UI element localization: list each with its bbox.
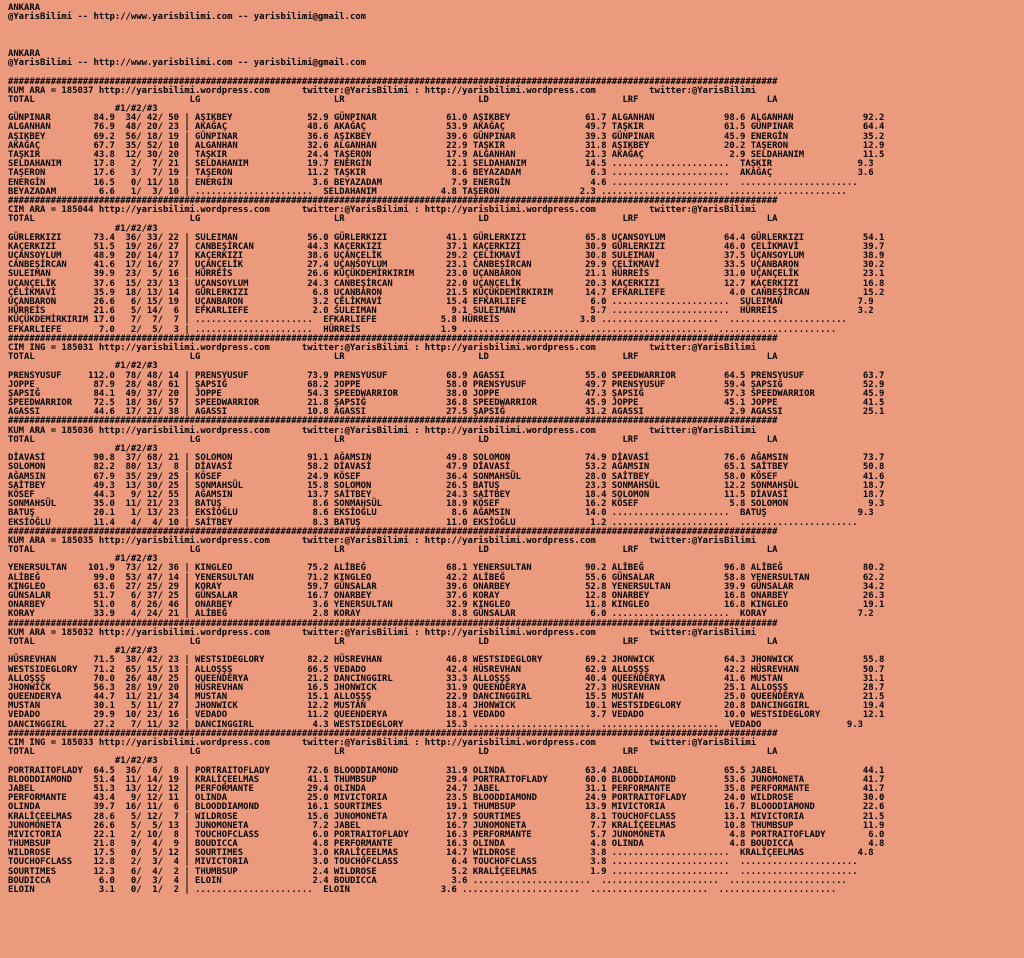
report-line: KRALİÇEELMAS 28.6 5/ 12/ 7 | WILDROSE 15.6 JUNOMONETA 17.9 SOURTIMES 8.1 TOUCHOFCLASS 13.1 MIVICTORIA 21.5 (8, 811, 885, 822)
separator-line: ################################################################################################################################################ (8, 416, 778, 427)
report-line: TOTAL LG LR LD LRF LA (8, 434, 778, 445)
report-line: ONARBEY 51.0 8/ 26/ 46 | ONARBEY 3.6 YENERSULTAN 32.9 KINGLEO 11.8 KINGLEO 16.8 KINGLEO 19.1 (8, 600, 885, 611)
report-line: ANKARA (8, 3, 41, 13)
report-line: @YarisBilimi -- http://www.yarisbilimi.com -- yarisbilimi@gmail.com (8, 58, 366, 69)
report-line: TOTAL LG LR LD LRF LA (8, 747, 778, 758)
race-report-text (8, 4, 884, 895)
report-line: JUNOMONETA 26.6 5/ 5/ 13 | JUNOMONETA 7.2 JABEL 16.7 JUNOMONETA 7.7 KRALİÇEELMAS 10.8 THUMBSUP 11.9 (8, 820, 885, 831)
report-line: PORTRAITOFLADY 64.5 36/ 6/ 8 | PORTRAITOFLADY 72.6 BLOODDIAMOND 31.9 OLINDA 63.4 JABEL 65.5 JABEL 44.1 (8, 765, 885, 776)
report-line: CIM ING = 185031 http://yarisbilimi.wordpress.com twitter:@YarisBilimi : http://yarisbilimi.wordpress.com twitter:@YarisBilimi (8, 342, 757, 353)
report-line (8, 32, 884, 41)
report-line: SELDAHANIM 17.8 2/ 7/ 21 | SELDAHANIM 19.7 ENERGİN 12.1 SELDAHANIM 14.5 ...................... TAŞKIR 9.3 (8, 159, 874, 170)
report-line: KUM ARA = 185035 http://yarisbilimi.wordpress.com twitter:@YarisBilimi : http://yarisbilimi.wordpress.com twitter:@YarisBilimi (8, 535, 757, 546)
report-line: KAÇERKIZI 51.5 19/ 26/ 27 | CANBEŞİRCAN 44.3 KAÇERKIZI 37.1 KAÇERKIZI 30.9 GÜRLERKIZI 46.0 ÇELİKMAVİ 39.7 (8, 241, 885, 252)
report-line: TAŞKIR 43.8 12/ 30/ 20 | TAŞKIR 24.4 TAŞERON 17.9 ALGANHAN 21.3 AKAĞAÇ 2.9 SELDAHANIM 11.5 (8, 150, 885, 160)
report-line: VEDADO 29.9 10/ 23/ 16 | VEDADO 11.2 QUEENDERYA 18.1 VEDADO 3.7 VEDADO 10.0 WESTSIDEGLORY 12.1 (8, 710, 885, 721)
report-line (8, 41, 884, 50)
report-line: EFKARLIEFE 7.0 2/ 5/ 3 | ...................... HÜRREİS 1.9 ...................... ...................... ...................... (8, 324, 837, 335)
report-line: CIM ARA = 185044 http://yarisbilimi.wordpress.com twitter:@YarisBilimi : http://yarisbilimi.wordpress.com twitter:@YarisBilimi (8, 205, 757, 216)
report-line: PERFORMANTE 43.4 9/ 12/ 11 | OLINDA 25.0 MIVICTORIA 23.5 BLOODDIAMOND 24.9 PORTRAITOFLADY 24.0 WILDROSE 30.0 (8, 793, 885, 804)
report-line: TOUCHOFCLASS 12.8 2/ 3/ 4 | MIVICTORIA 3.0 TOUCHOFCLASS 6.4 TOUCHOFCLASS 3.8 ...................... ...................... (8, 857, 858, 868)
report-line: KUM ARA = 185036 http://yarisbilimi.wordpress.com twitter:@YarisBilimi : http://yarisbilimi.wordpress.com twitter:@YarisBilimi (8, 425, 757, 436)
report-line: GÜNSALAR 51.7 6/ 37/ 25 | GÜNSALAR 16.7 ONARBEY 37.6 KORAY 12.8 ONARBEY 16.8 ONARBEY 26.3 (8, 591, 885, 601)
report-line: BEYAZADAM 6.6 1/ 3/ 10 | ...................... SELDAHANIM 4.8 TAŞERON 2.3 ...................... ...................... (8, 186, 847, 197)
report-line: SULEIMAN 39.9 23/ 5/ 16 | HÜRREİS 26.6 KÜÇÜKDEMİRKIRIM 23.0 UÇANBARON 21.1 HÜRREİS 31.0 UÇANÇELİK 23.1 (8, 269, 885, 280)
report-line: TOTAL LG LR LD LRF LA (8, 352, 778, 363)
report-line: JOPPE 87.9 28/ 48/ 61 | ŞAPSIĞ 68.2 JOPPE 58.0 PRENSYUSUF 49.7 PRENSYUSUF 59.4 ŞAPSIĞ 52.9 (8, 379, 885, 390)
separator-line: ################################################################################################################################################ (8, 526, 778, 537)
report-line: KÜÇÜKDEMİRKIRIM 17.0 7/ 7/ 7 | ...................... EFKARLIEFE 5.8 HÜRREİS 3.8 ...................... ...................... (8, 315, 847, 326)
report-line: JABEL 51.3 13/ 12/ 12 | PERFORMANTE 29.4 OLINDA 24.7 JABEL 31.1 PERFORMANTE 35.8 PERFORMANTE 41.7 (8, 783, 885, 794)
report-line: #1/#2/#3 (8, 646, 158, 657)
report-line: AĞAMSIN 67.9 35/ 29/ 25 | KÖSEF 24.9 KÖSEF 36.4 SONMAHSÜL 28.0 SAİTBEY 58.0 KÖSEF 41.6 (8, 471, 885, 482)
report-line: WILDROSE 17.5 0/ 5/ 12 | SOURTIMES 3.0 KRALİÇEELMAS 14.7 WILDROSE 3.8 ...................... KRALİÇEELMAS 4.8 (8, 848, 874, 859)
report-line: HÜRREİS 21.6 5/ 14/ 6 | EFKARLIEFE 2.0 SULEIMAN 9.1 SULEIMAN 5.7 ...................... HÜRREİS 3.2 (8, 306, 874, 317)
separator-line: ################################################################################################################################################ (8, 618, 778, 629)
report-line: KORAY 33.9 4/ 24/ 21 | ALİBEĞ 2.8 KORAY 8.8 GÜNSALAR 6.0 ...................... KORAY 7.2 (8, 609, 874, 620)
report-line: #1/#2/#3 (8, 756, 158, 767)
report-line: MIVICTORIA 22.1 2/ 10/ 8 | TOUCHOFCLASS 6.0 PORTRAITOFLADY 16.3 PERFORMANTE 5.7 JUNOMONETA 4.8 PORTRAITOFLADY 6.0 (8, 829, 885, 840)
report-line: TOTAL LG LR LD LRF LA (8, 636, 778, 647)
report-line (8, 22, 884, 31)
report-line: QUEENDERYA 44.7 11/ 21/ 34 | MUSTAN 15.1 ALLOŞŞŞ 22.9 DANCINGGIRL 15.5 MUSTAN 25.0 QUEENDERYA 21.5 (8, 692, 885, 703)
report-line: ENERGİN 16.5 0/ 11/ 18 | ENERGİN 3.6 BEYAZADAM 7.9 ENERGİN 4.6 ...................... ...................... (8, 177, 858, 188)
report-line: KUM ARA = 185037 http://yarisbilimi.wordpress.com twitter:@YarisBilimi : http://yarisbilimi.wordpress.com twitter:@YarisBilimi (8, 85, 757, 96)
report-line: #1/#2/#3 (8, 554, 158, 565)
report-line: TAŞERON 17.6 3/ 7/ 19 | TAŞERON 11.2 TAŞKIR 8.6 BEYAZADAM 6.3 ...................... AKAĞAÇ 3.6 (8, 168, 874, 179)
report-line: KINGLEO 63.6 27/ 25/ 29 | KORAY 59.7 GÜNSALAR 39.6 ONARBEY 52.8 YENERSULTAN 39.9 GÜNSALAR 34.2 (8, 581, 885, 592)
report-line: THUMBSUP 21.8 9/ 4/ 9 | BOUDICCA 4.8 PERFORMANTE 16.3 OLINDA 4.8 OLINDA 4.8 BOUDICCA 4.8 (8, 839, 885, 850)
report-line: BATUŞ 20.1 1/ 13/ 23 | EKSİOĞLU 8.6 EKSİOĞLU 8.6 AĞAMSIN 14.0 ...................... BATUŞ 9.3 (8, 508, 874, 519)
report-line: MUSTAN 30.1 5/ 11/ 27 | JHONWICK 12.2 MUSTAN 18.4 JHONWICK 10.1 WESTSIDEGLORY 20.8 DANCINGGIRL 19.4 (8, 701, 885, 712)
separator-line: ################################################################################################################################################ (8, 76, 778, 87)
report-line: SOLOMON 82.2 80/ 13/ 8 | DİAVASİ 58.2 DİAVASİ 47.9 DİAVASİ 53.2 AĞAMSIN 65.1 SAİTBEY 50.8 (8, 462, 885, 473)
report-line: SAİTBEY 49.3 13/ 30/ 25 | SONMAHSÜL 15.8 SOLOMON 26.5 BATUŞ 23.3 SONMAHSÜL 12.2 SONMAHSÜL 18.7 (8, 480, 885, 491)
report-line: ŞAPSIĞ 84.1 49/ 37/ 20 | JOPPE 54.3 SPEEDWARRIOR 38.0 JOPPE 47.3 ŞAPSIĞ 57.3 SPEEDWARRIOR 45.9 (8, 388, 885, 399)
separator-line: ################################################################################################################################################ (8, 728, 778, 739)
report-line: KÖSEF 44.3 9/ 12/ 55 | AĞAMSIN 13.7 SAİTBEY 24.3 SAİTBEY 18.4 SOLOMON 11.5 DİAVASİ 18.7 (8, 489, 885, 500)
report-line: DANCINGGIRL 27.2 7/ 11/ 32 | DANCINGGIRL 4.3 WESTSIDEGLORY 15.3 ...................... ...................... VEDADO 9.3 (8, 719, 863, 730)
report-line: KUM ARA = 185032 http://yarisbilimi.wordpress.com twitter:@YarisBilimi : http://yarisbilimi.wordpress.com twitter:@YarisBilimi (8, 627, 757, 638)
report-line: TOTAL LG LR LD LRF LA (8, 214, 778, 225)
report-line: AŞIKBEY 69.2 56/ 18/ 19 | GÜNPINAR 36.6 AŞIKBEY 39.6 GÜNPINAR 39.3 GÜNPINAR 45.9 ENERGİN 35.2 (8, 131, 885, 142)
report-line: AGASSI 44.6 17/ 21/ 38 | AGASSI 10.8 AGASSI 27.5 ŞAPSIĞ 31.2 AGASSI 2.9 AGASSI 25.1 (8, 407, 885, 418)
report-line: ANKARA (8, 48, 41, 59)
report-line: UÇANSOYLUM 48.9 20/ 14/ 17 | KAÇERKIZI 38.6 UÇANÇELİK 29.2 ÇELİKMAVİ 30.8 SULEIMAN 37.5 UÇANSOYLUM 38.9 (8, 251, 885, 262)
report-line: TOTAL LG LR LD LRF LA (8, 94, 778, 105)
report-line: ALGANHAN 76.9 48/ 20/ 23 | AKAĞAÇ 48.6 AKAĞAÇ 53.9 AKAĞAÇ 49.7 TAŞKIR 61.5 GÜNPINAR 64.4 (8, 122, 885, 133)
report-line: @YarisBilimi -- http://www.yarisbilimi.com -- yarisbilimi@gmail.com (8, 12, 366, 23)
report-line: AKAĞAÇ 67.7 35/ 52/ 10 | ALGANHAN 32.6 ALGANHAN 22.9 TAŞKIR 31.8 AŞIKBEY 20.2 TAŞERON 12.9 (8, 140, 885, 151)
report-line: SONMAHSÜL 35.0 11/ 21/ 23 | BATUŞ 8.6 SONMAHSÜL 18.9 KÖSEF 16.2 KÖSEF 5.8 SOLOMON 9.3 (8, 499, 885, 510)
report-line: SPEEDWARRIOR 72.5 18/ 36/ 57 | SPEEDWARRIOR 21.8 ŞAPSIĞ 36.8 SPEEDWARRIOR 45.9 JOPPE 45.1 JOPPE 41.5 (8, 398, 885, 409)
report-line: UÇANBARON 26.6 6/ 15/ 19 | UÇANBARON 3.2 ÇELİKMAVİ 15.4 EFKARLIEFE 6.0 ...................... SULEIMAN 7.9 (8, 297, 874, 307)
report-line: BOUDICCA 6.0 0/ 3/ 4 | ELOIN 2.4 BOUDICCA 3.6 ...................... ...................... ...................... (8, 875, 847, 886)
report-line: ALLOŞŞŞ 70.0 26/ 48/ 25 | QUEENDERYA 21.2 DANCINGGIRL 33.3 ALLOŞŞŞ 40.4 QUEENDERYA 41.6 MUSTAN 31.1 (8, 673, 885, 684)
report-line: ÇELİKMAVİ 35.9 18/ 13/ 14 | GÜRLERKIZI 6.8 UÇANBARON 21.5 KÜÇÜKDEMİRKIRIM 14.7 EFKARLIEFE 4.0 CANBEŞİRCAN 15.2 (8, 287, 885, 298)
report-line: #1/#2/#3 (8, 444, 158, 454)
separator-line: ################################################################################################################################################ (8, 333, 778, 344)
report-line: GÜNPINAR 84.9 34/ 42/ 50 | AŞIKBEY 52.9 GÜNPINAR 61.0 AŞIKBEY 61.7 ALGANHAN 98.6 ALGANHAN 92.2 (8, 113, 885, 124)
report-line: UÇANÇELİK 37.6 15/ 23/ 13 | UÇANSOYLUM 24.3 CANBEŞİRCAN 22.0 UÇANÇELİK 20.3 KAÇERKIZI 12.7 KAÇERKIZI 16.8 (8, 278, 885, 289)
report-line: WESTSIDEGLORY 71.2 65/ 15/ 13 | ALLOŞŞŞ 66.5 VEDADO 42.4 HÜSREVHAN 62.9 ALLOŞŞŞ 42.2 HÜSREVHAN 50.7 (8, 664, 885, 675)
report-line: OLINDA 39.7 16/ 11/ 6 | BLOODDIAMOND 16.1 SOURTIMES 19.1 THUMBSUP 13.9 MIVICTORIA 16.7 BLOODDIAMOND 22.6 (8, 802, 885, 813)
report-line: #1/#2/#3 (8, 223, 158, 234)
report-line: HÜSREVHAN 71.5 38/ 42/ 23 | WESTSIDEGLORY 82.2 HÜSREVHAN 46.8 WESTSIDEGLORY 69.2 JHONWICK 64.3 JHONWICK 55.8 (8, 655, 885, 666)
report-line: GÜRLERKIZI 73.4 36/ 33/ 22 | SULEIMAN 56.0 GÜRLERKIZI 41.1 GÜRLERKIZI 65.8 UÇANSOYLUM 64.4 GÜRLERKIZI 54.1 (8, 232, 885, 243)
report-line: JHONWICK 56.3 28/ 19/ 20 | HÜSREVHAN 16.5 JHONWICK 31.9 QUEENDERYA 27.3 HÜSREVHAN 25.1 ALLOŞŞŞ 28.7 (8, 682, 885, 693)
report-line: PRENSYUSUF 112.0 78/ 48/ 14 | PRENSYUSUF 73.9 PRENSYUSUF 68.9 AGASSI 55.0 SPEEDWARRIOR 64.5 PRENSYUSUF 63.7 (8, 370, 885, 381)
report-line: YENERSULTAN 101.9 73/ 12/ 36 | KINGLEO 75.2 ALİBEĞ 68.1 YENERSULTAN 90.2 ALİBEĞ 96.8 ALİBEĞ 80.2 (8, 563, 885, 574)
report-line: #1/#2/#3 (8, 361, 158, 372)
report-line: ALİBEĞ 99.0 53/ 47/ 14 | YENERSULTAN 71.2 KINGLEO 42.2 ALİBEĞ 55.6 GÜNSALAR 58.8 YENERSULTAN 62.2 (8, 572, 885, 583)
report-line: EKSİOĞLU 11.4 4/ 4/ 10 | SAİTBEY 8.3 BATUŞ 11.0 EKSİOĞLU 1.2 ...................... ...................... (8, 517, 858, 528)
report-line: DİAVASİ 90.8 37/ 68/ 21 | SOLOMON 91.1 AĞAMSIN 49.8 SOLOMON 74.9 DİAVASİ 76.6 AĞAMSIN 73.7 (8, 453, 885, 464)
report-line: CANBEŞİRCAN 41.6 17/ 16/ 27 | UÇANÇELİK 27.4 UÇANSOYLUM 23.1 CANBEŞİRCAN 29.9 ÇELİKMAVİ 33.5 UÇANBARON 30.2 (8, 260, 885, 271)
report-line: TOTAL LG LR LD LRF LA (8, 545, 778, 556)
report-line: ELOIN 3.1 0/ 1/ 2 | ...................... ELOIN 3.6 ...................... ...................... ...................... (8, 885, 837, 895)
report-line: SOURTIMES 12.3 6/ 4/ 2 | THUMBSUP 2.4 WILDROSE 5.2 KRALİÇEELMAS 1.9 ...................... ...................... (8, 866, 858, 877)
separator-line: ################################################################################################################################################ (8, 195, 778, 206)
report-line: BLOODDIAMOND 51.4 11/ 14/ 19 | KRALİÇEELMAS 41.1 THUMBSUP 29.4 PORTRAITOFLADY 60.0 BLOODDIAMOND 53.6 JUNOMONETA 41.7 (8, 774, 885, 785)
report-line: CIM ING = 185033 http://yarisbilimi.wordpress.com twitter:@YarisBilimi : http://yarisbilimi.wordpress.com twitter:@YarisBilimi (8, 738, 757, 748)
report-line: #1/#2/#3 (8, 104, 158, 115)
